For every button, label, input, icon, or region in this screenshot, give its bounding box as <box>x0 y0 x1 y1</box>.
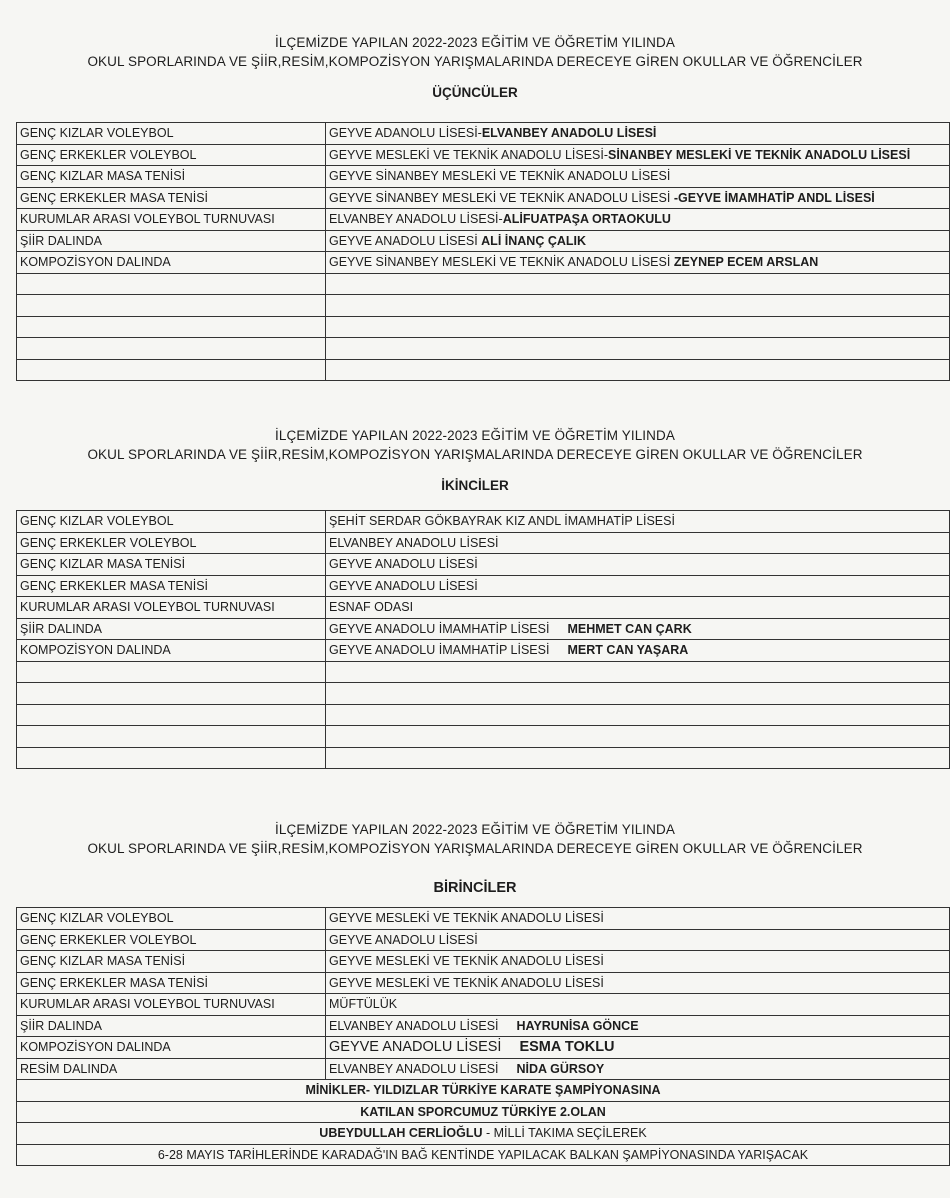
empty-row <box>17 295 950 317</box>
section-header <box>0 33 950 71</box>
category-cell: GENÇ KIZLAR MASA TENİSİ <box>17 554 326 576</box>
highlight-name: ELVANBEY ANADOLU LİSESİ <box>481 126 657 141</box>
empty-row <box>17 747 950 769</box>
table-row <box>17 908 950 930</box>
school-cell <box>326 951 950 973</box>
category-cell: KURUMLAR ARASI VOLEYBOL TURNUVASI <box>17 209 326 231</box>
school-cell <box>326 972 950 994</box>
section-ucunculer <box>0 33 950 270</box>
category-cell: GENÇ KIZLAR VOLEYBOL <box>17 511 326 533</box>
school-cell <box>326 618 950 640</box>
highlight-name: -GEYVE İMAMHATİP ANDL LİSESİ <box>673 190 875 205</box>
empty-row <box>17 726 950 748</box>
karate-row <box>17 1101 950 1123</box>
section-title: BİRİNCİLER <box>433 880 517 896</box>
school-name: GEYVE ANADOLU LİSESİ <box>329 578 478 593</box>
table-row <box>17 640 950 662</box>
karate-note-line1: MİNİKLER- YILDIZLAR TÜRKİYE KARATE ŞAMPİYONASINA <box>17 1080 950 1102</box>
table-row <box>17 1015 950 1037</box>
school-name: GEYVE ANADOLU İMAMHATİP LİSESİ <box>329 643 550 658</box>
table-row <box>17 144 950 166</box>
highlight-name: MERT CAN YAŞARA <box>567 643 689 658</box>
school-name: GEYVE ANADOLU LİSESİ <box>329 557 478 572</box>
table-row <box>17 575 950 597</box>
table-row <box>17 1058 950 1080</box>
karate-note-line3 <box>17 1123 950 1145</box>
table-row <box>17 252 950 274</box>
category-cell: ŞİİR DALINDA <box>17 618 326 640</box>
school-cell <box>326 144 950 166</box>
header-line2: OKUL SPORLARINDA VE ŞİİR,RESİM,KOMPOZİSYON YARIŞMALARINDA DERECEYE GİREN OKULLAR VE ÖĞRENCİLER <box>87 447 863 462</box>
highlight-name: ESMA TOKLU <box>519 1039 615 1056</box>
table-row <box>17 929 950 951</box>
highlight-name: NİDA GÜRSOY <box>516 1061 605 1076</box>
category-cell: KOMPOZİSYON DALINDA <box>17 640 326 662</box>
school-name: GEYVE SİNANBEY MESLEKİ VE TEKNİK ANADOLU LİSESİ <box>329 190 674 205</box>
table-row <box>17 123 950 145</box>
school-cell <box>326 123 950 145</box>
empty-row <box>17 683 950 705</box>
header-line1: İLÇEMİZDE YAPILAN 2022-2023 EĞİTİM VE ÖĞRETİM YILINDA <box>275 428 675 443</box>
table-row <box>17 618 950 640</box>
school-name: GEYVE SİNANBEY MESLEKİ VE TEKNİK ANADOLU LİSESİ <box>329 169 671 184</box>
category-cell: GENÇ ERKEKLER MASA TENİSİ <box>17 972 326 994</box>
category-cell: GENÇ KIZLAR VOLEYBOL <box>17 908 326 930</box>
school-cell <box>326 575 950 597</box>
school-cell <box>326 187 950 209</box>
results-table-ucunculer <box>16 122 950 381</box>
school-cell <box>326 929 950 951</box>
category-cell: GENÇ ERKEKLER MASA TENİSİ <box>17 187 326 209</box>
karate-row <box>17 1123 950 1145</box>
school-name: MÜFTÜLÜK <box>329 997 398 1012</box>
highlight-name: ALİ İNANÇ ÇALIK <box>481 233 587 248</box>
school-name: GEYVE SİNANBEY MESLEKİ VE TEKNİK ANADOLU LİSESİ <box>329 255 674 270</box>
highlight-name: ALİFUATPAŞA ORTAOKULU <box>502 212 671 227</box>
table-row <box>17 994 950 1016</box>
category-cell: ŞİİR DALINDA <box>17 230 326 252</box>
section-header <box>0 426 950 464</box>
section-birinciler <box>0 820 950 1162</box>
karate-note-line3-rest: - MİLLİ TAKIMA SEÇİLEREK <box>482 1126 647 1141</box>
school-cell <box>326 166 950 188</box>
section-header <box>0 820 950 858</box>
section-ikinciler <box>0 426 950 658</box>
section-title: İKİNCİLER <box>441 478 509 493</box>
karate-note-line4: 6-28 MAYIS TARİHLERİNDE KARADAĞ'IN BAĞ KENTİNDE YAPILACAK BALKAN ŞAMPİYONASINDA YARIŞACAK <box>17 1144 950 1166</box>
school-cell <box>326 640 950 662</box>
header-line2: OKUL SPORLARINDA VE ŞİİR,RESİM,KOMPOZİSYON YARIŞMALARINDA DERECEYE GİREN OKULLAR VE ÖĞRENCİLER <box>87 54 863 69</box>
highlight-name: ZEYNEP ECEM ARSLAN <box>673 255 819 270</box>
table-row <box>17 1037 950 1059</box>
school-cell <box>326 908 950 930</box>
school-cell <box>326 532 950 554</box>
category-cell: ŞİİR DALINDA <box>17 1015 326 1037</box>
empty-row <box>17 704 950 726</box>
school-name: GEYVE MESLEKİ VE TEKNİK ANADOLU LİSESİ <box>329 975 604 990</box>
table-row <box>17 972 950 994</box>
school-name: GEYVE MESLEKİ VE TEKNİK ANADOLU LİSESİ <box>329 954 604 969</box>
empty-row <box>17 273 950 295</box>
header-line1: İLÇEMİZDE YAPILAN 2022-2023 EĞİTİM VE ÖĞRETİM YILINDA <box>275 822 675 837</box>
table-row <box>17 230 950 252</box>
results-table-birinciler <box>16 907 950 1166</box>
category-cell: KURUMLAR ARASI VOLEYBOL TURNUVASI <box>17 597 326 619</box>
category-cell: KOMPOZİSYON DALINDA <box>17 252 326 274</box>
empty-row <box>17 661 950 683</box>
table-row <box>17 532 950 554</box>
school-name: ELVANBEY ANADOLU LİSESİ <box>329 1061 499 1076</box>
category-cell: GENÇ ERKEKLER MASA TENİSİ <box>17 575 326 597</box>
category-cell: RESİM DALINDA <box>17 1058 326 1080</box>
school-cell <box>326 230 950 252</box>
school-name: GEYVE MESLEKİ VE TEKNİK ANADOLU LİSESİ <box>329 911 604 926</box>
karate-note-line2: KATILAN SPORCUMUZ TÜRKİYE 2.OLAN <box>17 1101 950 1123</box>
highlight-name: HAYRUNİSA GÖNCE <box>516 1018 639 1033</box>
school-cell <box>326 511 950 533</box>
school-cell <box>326 1015 950 1037</box>
table-row <box>17 166 950 188</box>
category-cell: GENÇ KIZLAR MASA TENİSİ <box>17 951 326 973</box>
highlight-name: MEHMET CAN ÇARK <box>567 621 692 636</box>
section-title: ÜÇÜNCÜLER <box>432 85 518 100</box>
empty-row <box>17 338 950 360</box>
school-name: GEYVE ANADOLU LİSESİ <box>329 233 482 248</box>
school-cell <box>326 554 950 576</box>
category-cell: GENÇ ERKEKLER VOLEYBOL <box>17 144 326 166</box>
school-name: GEYVE MESLEKİ VE TEKNİK ANADOLU LİSESİ- <box>329 147 609 162</box>
karate-row <box>17 1080 950 1102</box>
school-cell <box>326 994 950 1016</box>
school-cell <box>326 1058 950 1080</box>
table-row <box>17 209 950 231</box>
category-cell: GENÇ ERKEKLER VOLEYBOL <box>17 532 326 554</box>
highlight-name: SİNANBEY MESLEKİ VE TEKNİK ANADOLU LİSESİ <box>608 147 911 162</box>
category-cell: GENÇ KIZLAR MASA TENİSİ <box>17 166 326 188</box>
empty-row <box>17 359 950 381</box>
school-name: GEYVE ADANOLU LİSESİ- <box>329 126 482 141</box>
table-row <box>17 951 950 973</box>
category-cell: KOMPOZİSYON DALINDA <box>17 1037 326 1059</box>
category-cell: GENÇ ERKEKLER VOLEYBOL <box>17 929 326 951</box>
table-row <box>17 511 950 533</box>
category-cell: GENÇ KIZLAR VOLEYBOL <box>17 123 326 145</box>
school-name: ELVANBEY ANADOLU LİSESİ <box>329 1018 499 1033</box>
school-cell <box>326 209 950 231</box>
school-name: GEYVE ANADOLU LİSESİ <box>329 932 478 947</box>
school-name: GEYVE ANADOLU İMAMHATİP LİSESİ <box>329 621 550 636</box>
school-cell <box>326 252 950 274</box>
school-name: GEYVE ANADOLU LİSESİ <box>329 1039 502 1056</box>
school-name: ŞEHİT SERDAR GÖKBAYRAK KIZ ANDL İMAMHATİP LİSESİ <box>329 514 675 529</box>
school-name: ESNAF ODASI <box>329 600 414 615</box>
athlete-name: UBEYDULLAH CERLİOĞLU <box>319 1126 483 1141</box>
results-table-ikinciler <box>16 510 950 769</box>
table-row <box>17 187 950 209</box>
school-cell <box>326 597 950 619</box>
header-line1: İLÇEMİZDE YAPILAN 2022-2023 EĞİTİM VE ÖĞRETİM YILINDA <box>275 35 675 50</box>
school-cell <box>326 1037 950 1059</box>
table-row <box>17 554 950 576</box>
school-name: ELVANBEY ANADOLU LİSESİ- <box>329 212 503 227</box>
header-line2: OKUL SPORLARINDA VE ŞİİR,RESİM,KOMPOZİSYON YARIŞMALARINDA DERECEYE GİREN OKULLAR VE ÖĞRENCİLER <box>87 841 863 856</box>
table-row <box>17 597 950 619</box>
category-cell: KURUMLAR ARASI VOLEYBOL TURNUVASI <box>17 994 326 1016</box>
empty-row <box>17 316 950 338</box>
school-name: ELVANBEY ANADOLU LİSESİ <box>329 535 499 550</box>
karate-row <box>17 1144 950 1166</box>
